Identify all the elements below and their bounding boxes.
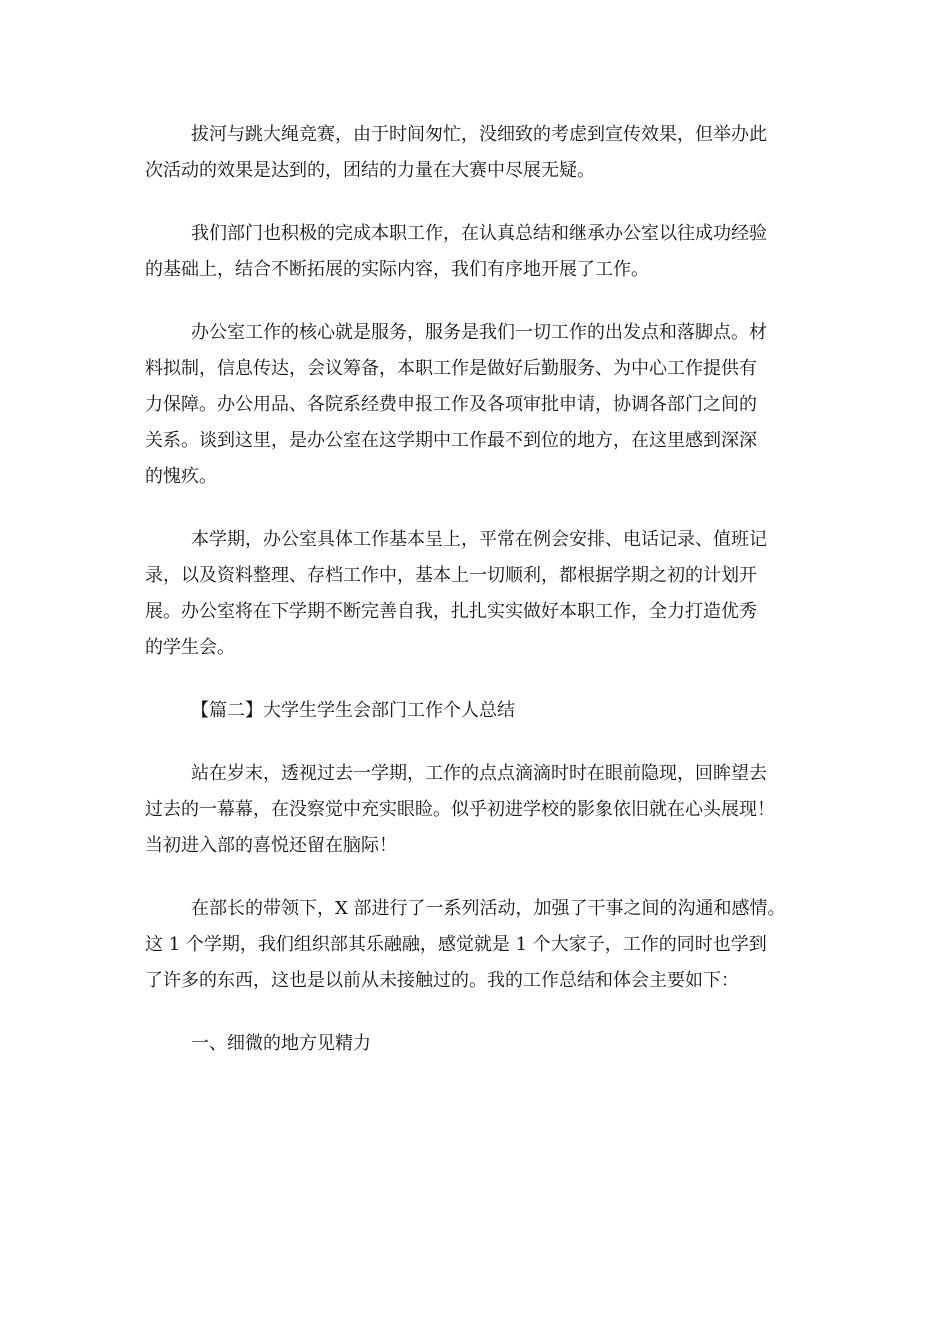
text-line: 办公室工作的核心就是服务，服务是我们一切工作的出发点和落脚点。材	[191, 322, 767, 343]
subsection-heading: 一、细微的地方见精力	[191, 1033, 371, 1054]
text-line: 当初进入部的喜悦还留在脑际！	[145, 835, 397, 856]
text-line: 关系。谈到这里，是办公室在这学期中工作最不到位的地方，在这里感到深深	[145, 430, 757, 451]
text-line: 录，以及资料整理、存档工作中，基本上一切顺利，都根据学期之初的计划开	[145, 565, 757, 586]
text-line: 展。办公室将在下学期不断完善自我，扎扎实实做好本职工作，全力打造优秀	[145, 601, 757, 622]
text-line: 力保障。办公用品、各院系经费申报工作及各项审批申请，协调各部门之间的	[145, 394, 757, 415]
paragraph-activity-summary	[145, 117, 810, 189]
text-line: 过去的一幕幕，在没察觉中充实眼睑。似乎初进学校的影象依旧就在心头展现！	[145, 799, 775, 820]
text-line: 本学期，办公室具体工作基本呈上，平常在例会安排、电话记录、值班记	[191, 529, 767, 550]
text-line: 站在岁末，透视过去一学期，工作的点点滴滴时时在眼前隐现，回眸望去	[191, 763, 767, 784]
text-line: 我们部门也积极的完成本职工作，在认真总结和继承办公室以往成功经验	[191, 223, 767, 244]
text-line: 这 1 个学期，我们组织部其乐融融，感觉就是 1 个大家子，工作的同时也学到	[145, 934, 767, 955]
text-line: 的愧疚。	[145, 466, 217, 487]
paragraph-department-work	[145, 216, 810, 288]
text-line: 的学生会。	[145, 637, 235, 658]
text-line: 的基础上，结合不断拓展的实际内容，我们有序地开展了工作。	[145, 259, 649, 280]
text-line: 了许多的东西，这也是以前从未接触过的。我的工作总结和体会主要如下：	[145, 970, 739, 991]
paragraph-department-activities	[145, 891, 810, 999]
paragraph-semester-work	[145, 522, 810, 666]
text-line: 拔河与跳大绳竞赛，由于时间匆忙，没细致的考虑到宣传效果，但举办此	[191, 124, 767, 145]
document-page	[145, 117, 810, 1089]
paragraph-office-service	[145, 315, 810, 495]
paragraph-year-end-reflection	[145, 756, 810, 864]
text-line: 料拟制，信息传达，会议筹备，本职工作是做好后勤服务、为中心工作提供有	[145, 358, 757, 379]
text-line: 在部长的带领下，X 部进行了一系列活动，加强了干事之间的沟通和感情。	[191, 898, 786, 919]
text-line: 次活动的效果是达到的，团结的力量在大赛中尽展无疑。	[145, 160, 595, 181]
section-heading: 【篇二】大学生学生会部门工作个人总结	[191, 700, 515, 721]
